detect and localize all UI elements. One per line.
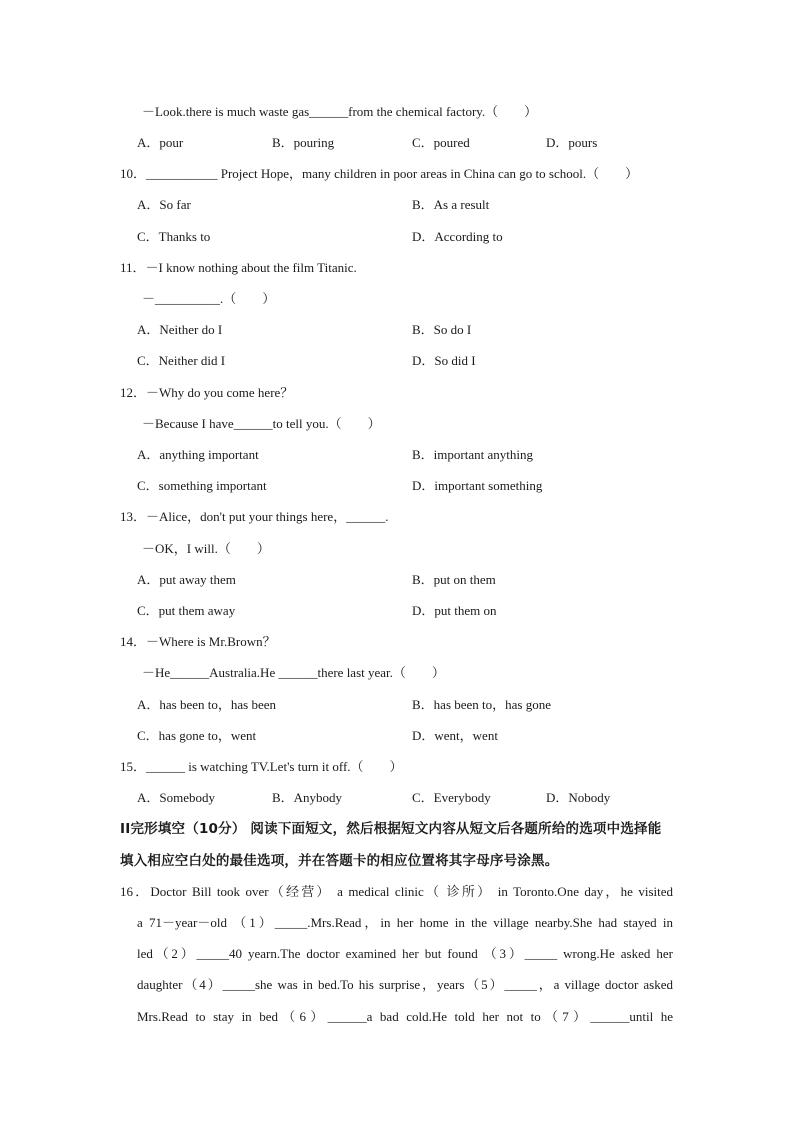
q15-stem: 15．______ is watching TV.Let's turn it off.（ ） — [120, 759, 403, 774]
q14-option-a: A．has been to，has been — [137, 697, 276, 712]
q15-option-a: A．Somebody — [137, 790, 216, 805]
q10-option-a: A．So far — [137, 197, 191, 212]
section2-heading-line1: II完形填空（10分） 阅读下面短文，然后根据短文内容从短文后各题所给的选项中选择能 — [120, 821, 662, 837]
q14-response: －He______Australia.He ______there last year.（ ） — [142, 665, 445, 680]
q10-option-c: C．Thanks to — [137, 229, 211, 244]
q11-option-d: D．So did I — [412, 353, 476, 368]
q14-option-d: D．went，went — [412, 728, 498, 743]
q9-option-d: D．pours — [546, 135, 598, 150]
q10-option-b: B．As a result — [412, 197, 490, 212]
q11-option-c: C．Neither did I — [137, 353, 226, 368]
q13-response: －OK，I will.（ ） — [142, 541, 270, 556]
passage-line-4: daughter（4）_____she was in bed.To his surprise，years（5）_____，a village doctor asked — [137, 977, 673, 992]
q9-option-a: A．pour — [137, 135, 184, 150]
q10-stem: 10．___________ Project Hope，many children in poor areas in China can go to school.（ ） — [120, 166, 639, 181]
q11-option-b: B．So do I — [412, 322, 472, 337]
q12-option-c: C．something important — [137, 478, 267, 493]
q12-stem: 12．－Why do you come here？ — [120, 385, 294, 400]
section2-heading-line2: 填入相应空白处的最佳选项，并在答题卡的相应位置将其字母序号涂黑。 — [120, 853, 559, 869]
q13-stem: 13．－Alice，don't put your things here，______. — [120, 509, 389, 524]
passage-line-1: 16．Doctor Bill took over（经营） a medical clinic（ 诊所） in Toronto.One day，he visited — [120, 884, 673, 899]
q13-option-c: C．put them away — [137, 603, 236, 618]
q9-option-c: C．poured — [412, 135, 470, 150]
q15-option-d: D．Nobody — [546, 790, 611, 805]
q9-stem: －Look.there is much waste gas______from the chemical factory.（ ） — [142, 104, 538, 119]
q10-option-d: D．According to — [412, 229, 503, 244]
q13-option-a: A．put away them — [137, 572, 236, 587]
q14-option-b: B．has been to，has gone — [412, 697, 552, 712]
q13-option-b: B．put on them — [412, 572, 496, 587]
passage-line-2: a 71－year－old （1）_____.Mrs.Read，in her home in the village nearby.She had stayed in — [137, 915, 673, 930]
q13-option-d: D．put them on — [412, 603, 497, 618]
q12-option-a: A．anything important — [137, 447, 259, 462]
q12-response: －Because I have______to tell you.（ ） — [142, 416, 381, 431]
q12-option-d: D．important something — [412, 478, 543, 493]
passage-line-5: Mrs.Read to stay in bed（6）______a bad cold.He told her not to（7）______until he — [137, 1009, 673, 1024]
q11-option-a: A．Neither do I — [137, 322, 223, 337]
passage-line-3: led（2）_____40 yearn.The doctor examined her but found （3）_____ wrong.He asked her — [137, 946, 673, 961]
q11-response: －__________.（ ） — [142, 291, 276, 306]
q12-option-b: B．important anything — [412, 447, 533, 462]
q11-stem: 11．－I know nothing about the film Titanic. — [120, 260, 357, 275]
q15-option-c: C．Everybody — [412, 790, 491, 805]
q9-option-b: B．pouring — [272, 135, 335, 150]
q15-option-b: B．Anybody — [272, 790, 343, 805]
q14-option-c: C．has gone to，went — [137, 728, 257, 743]
q14-stem: 14．－Where is Mr.Brown？ — [120, 634, 276, 649]
